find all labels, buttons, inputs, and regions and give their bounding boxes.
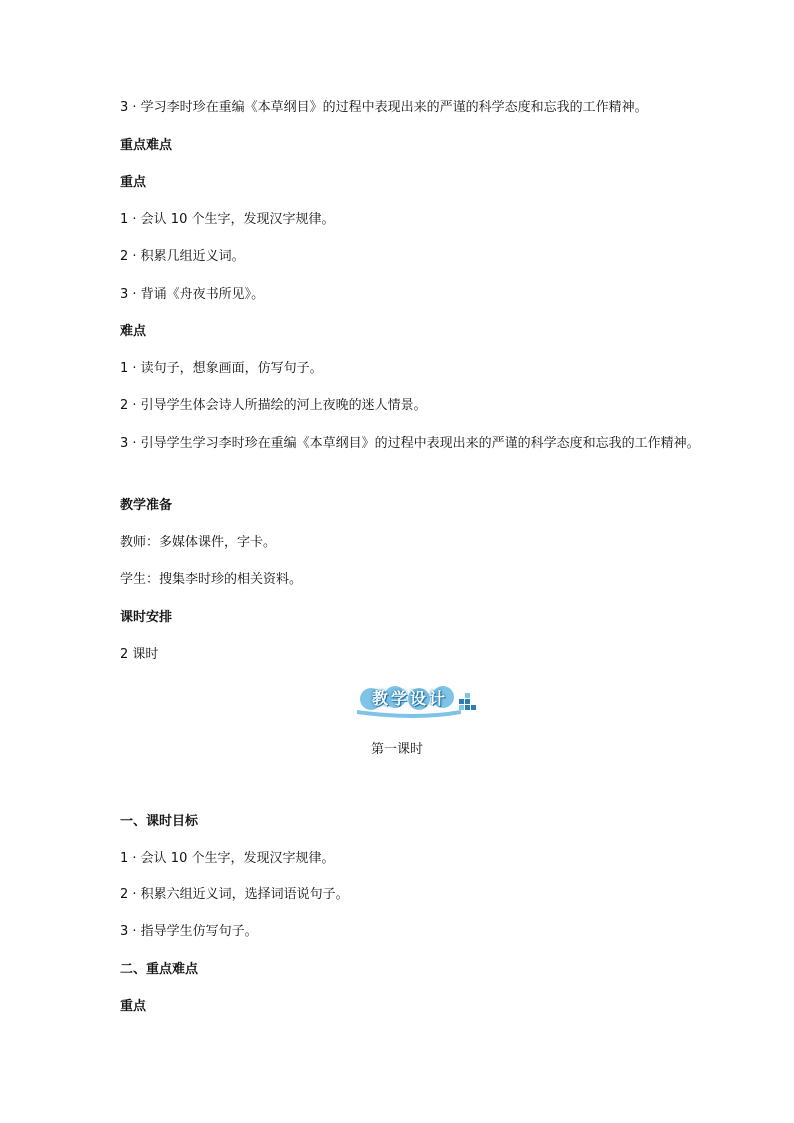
difficult-point-3: 3 · 引导学生学习李时珍在重编《本草纲目》的过程中表现出来的严谨的科学态度和忘我的工作精神。 xyxy=(120,436,700,451)
section-heading-preparation: 教学准备 xyxy=(120,498,173,513)
section-heading-lesson-objectives: 一、课时目标 xyxy=(120,814,199,829)
lesson-objective-1: 1 · 会认 10 个生字，发现汉字规律。 xyxy=(120,851,335,866)
banner-title: 教学设计 xyxy=(371,689,448,708)
lesson-title: 第一课时 xyxy=(370,742,423,757)
key-point-1: 1 · 会认 10 个生字，发现汉字规律。 xyxy=(120,212,335,227)
teaching-design-banner xyxy=(355,684,477,718)
schedule-value: 2 课时 xyxy=(120,647,159,662)
difficult-point-2: 2 · 引导学生体会诗人所描绘的河上夜晚的迷人情景。 xyxy=(120,398,427,413)
prep-teacher: 教师：多媒体课件，字卡。 xyxy=(120,535,277,550)
prep-student: 学生：搜集李时珍的相关资料。 xyxy=(120,572,303,587)
subheading-difficult: 难点 xyxy=(120,324,147,339)
section-heading-schedule: 课时安排 xyxy=(120,610,173,625)
section-heading-key-difficult: 重点难点 xyxy=(120,138,173,153)
key-point-2: 2 · 积累几组近义词。 xyxy=(120,249,245,264)
subheading-key-2: 重点 xyxy=(120,999,147,1014)
difficult-point-1: 1 · 读句子，想象画面，仿写句子。 xyxy=(120,361,323,376)
key-point-3: 3 · 背诵《舟夜书所见》。 xyxy=(120,287,265,302)
lesson-objective-2: 2 · 积累六组近义词，选择词语说句子。 xyxy=(120,887,349,902)
subheading-key: 重点 xyxy=(120,175,147,190)
lesson-objective-3: 3 · 指导学生仿写句子。 xyxy=(120,924,258,939)
section-heading-key-difficult-2: 二、重点难点 xyxy=(120,962,199,977)
objective-3: 3 · 学习李时珍在重编《本草纲目》的过程中表现出来的严谨的科学态度和忘我的工作精神。 xyxy=(120,100,648,115)
